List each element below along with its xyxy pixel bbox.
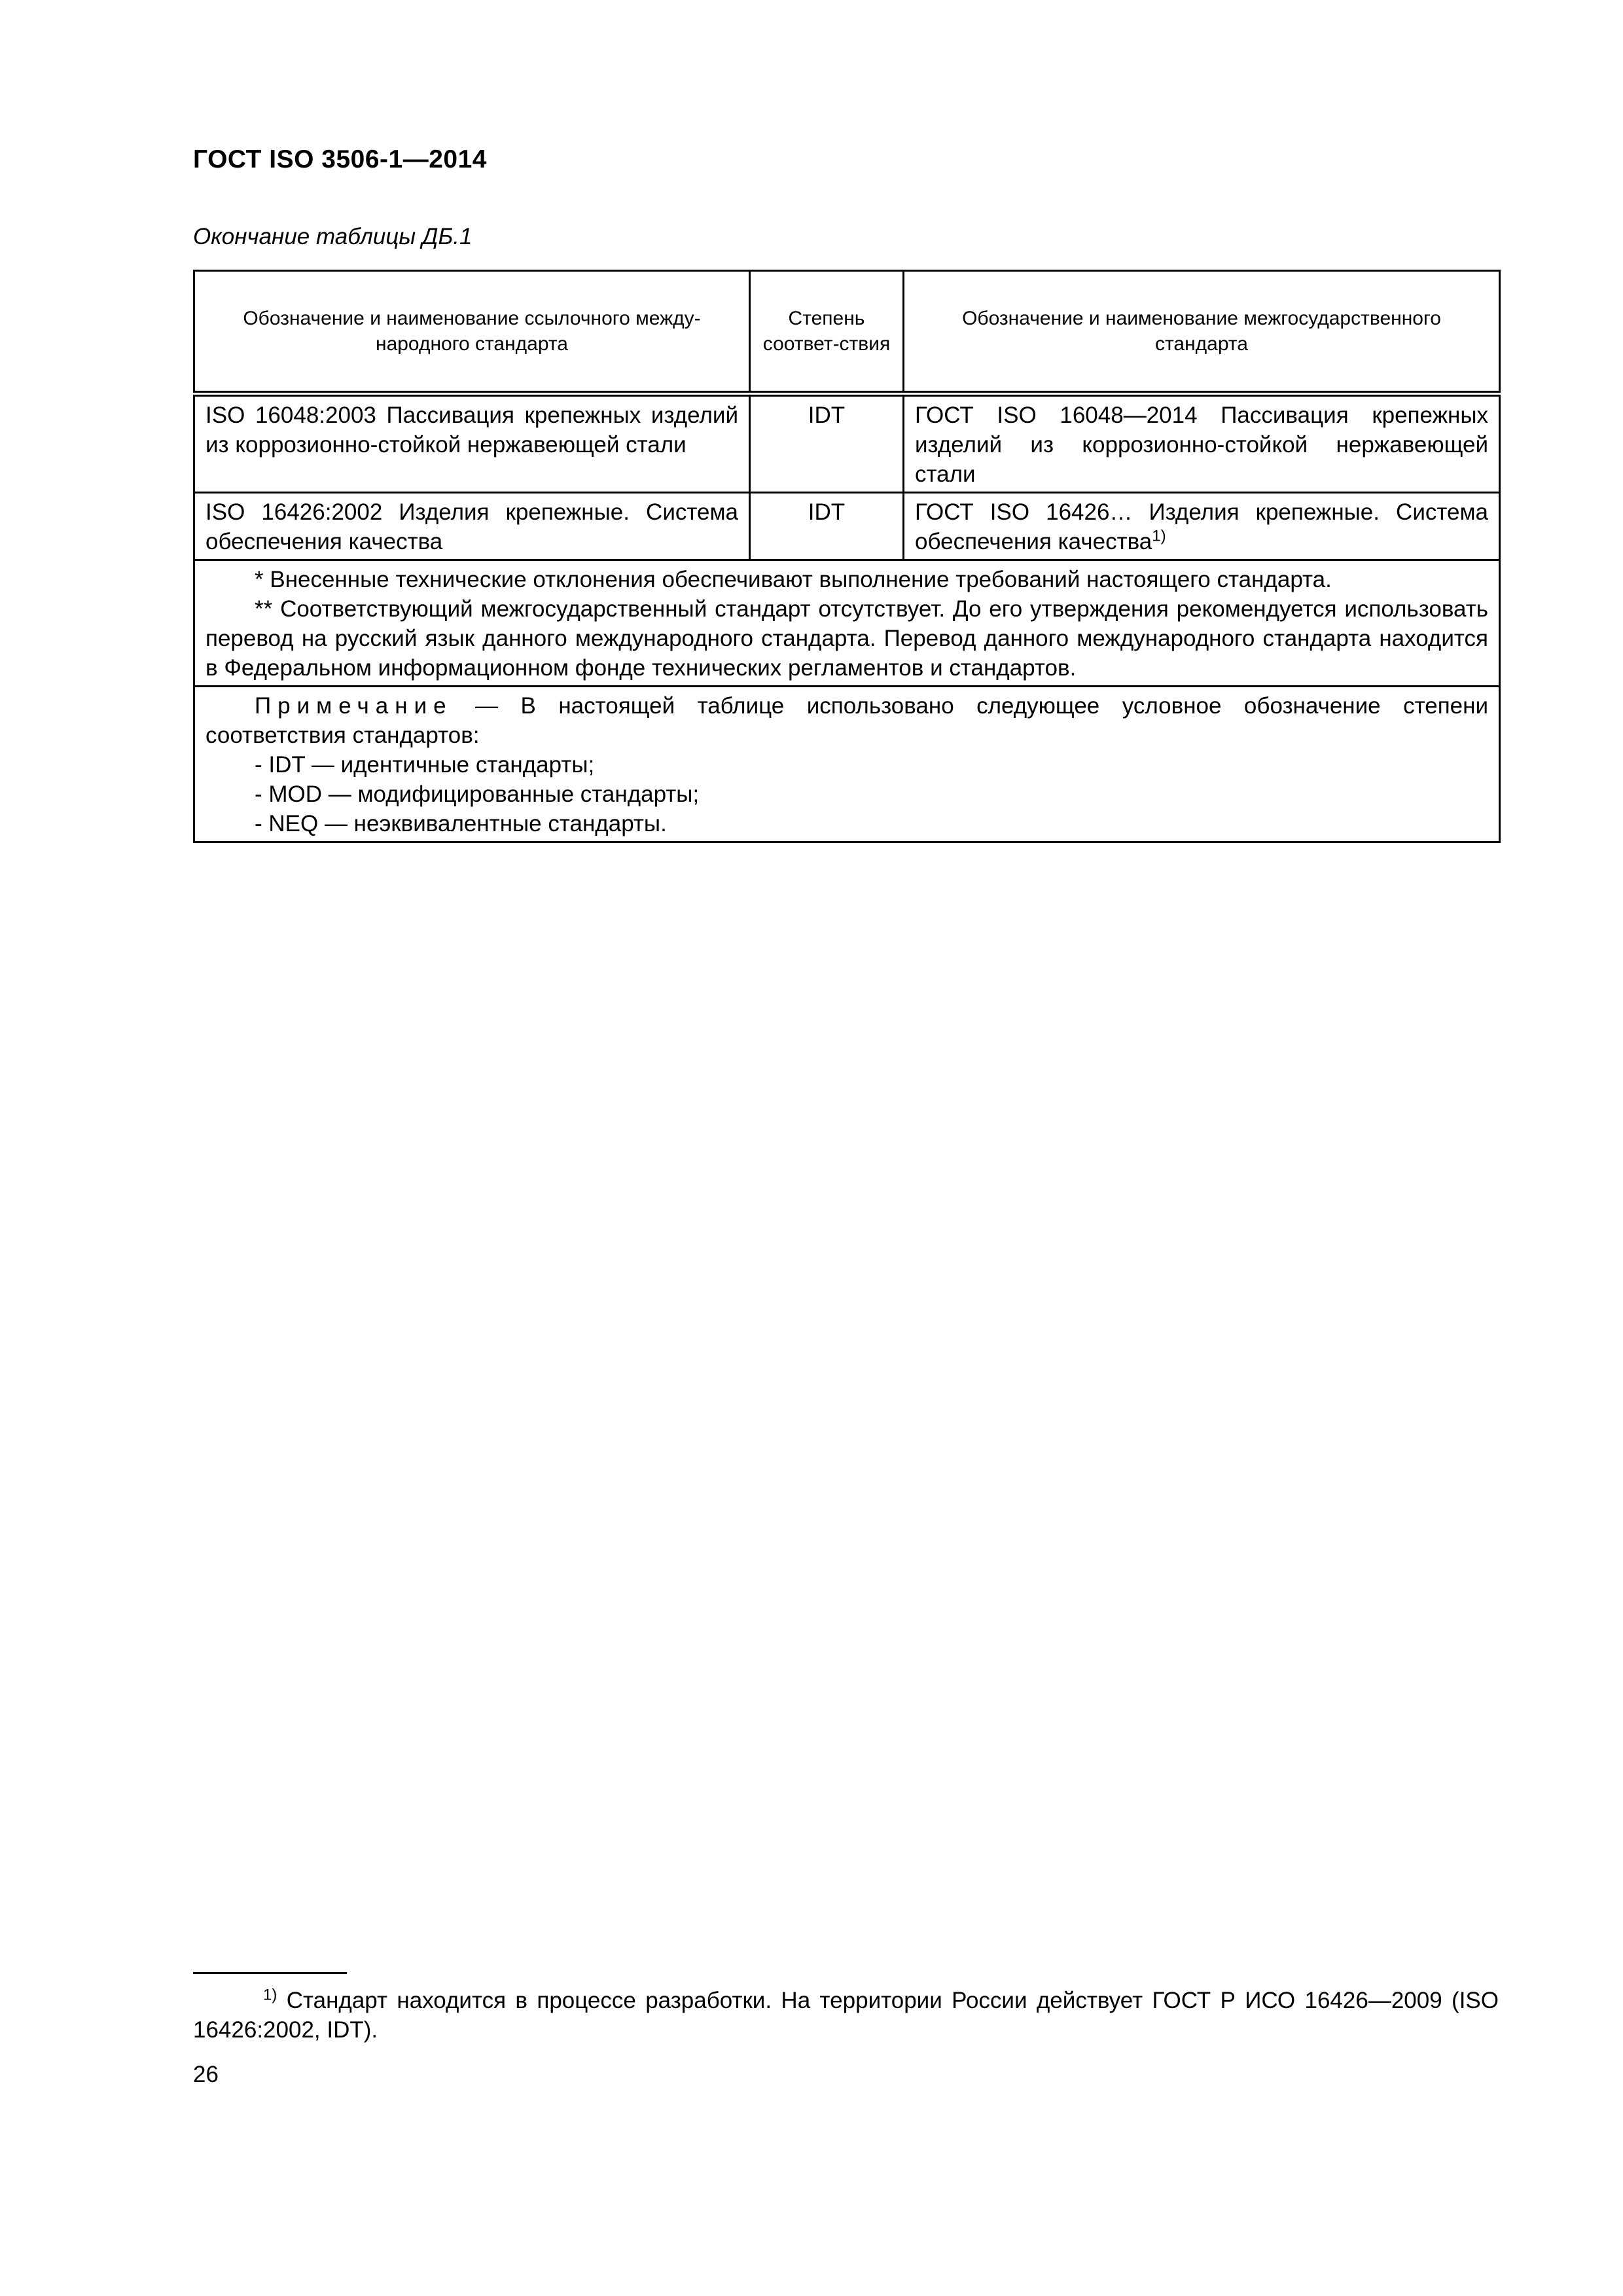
footnote-separator (193, 1972, 347, 1974)
table-remark-row (194, 687, 1500, 842)
remark-paragraph (205, 691, 1488, 750)
table-notes-cell (194, 560, 1500, 687)
remark-list-item: - MOD — модифицированные стандарты; (255, 781, 700, 807)
table-header-row (194, 271, 1500, 394)
footnote-reference: 1) (1152, 527, 1166, 545)
standards-correspondence-table (193, 270, 1501, 843)
table-notes-row (194, 560, 1500, 687)
international-standard-cell: ISO 16426:2002 Изделия крепежные. Система обеспечения качества (194, 493, 750, 560)
international-standard-cell: ISO 16048:2003 Пассивация крепежных изделий из коррозионно-стойкой нержавеющей стали (194, 394, 750, 493)
table-row (194, 493, 1500, 560)
interstate-standard-cell: ГОСТ ISO 16048—2014 Пассивация крепежных изделий из коррозионно-стойкой нержавеющей стали (904, 394, 1500, 493)
note-double-star: ** Соответствующий межгосударственный стандарт отсутствует. До его утверждения рекомендуется использовать перевод на русский язык данного международного стандарта. Перевод данного международного стандарта находится в Федеральном информационном фонде технических регламентов и стандартов. (205, 596, 1488, 681)
remark-text: — В настоящей таблице использовано следующее условное обозначение степени соответствия стандартов: (205, 693, 1488, 748)
remark-label: Примечание (255, 693, 453, 719)
footnote-mark: 1) (263, 1986, 277, 2004)
table-caption: Окончание таблицы ДБ.1 (193, 224, 473, 249)
remark-list-item: - NEQ — неэквивалентные стандарты. (255, 811, 667, 836)
correspondence-degree-cell: IDT (750, 493, 904, 560)
remark-list-item: - IDT — идентичные стандарты; (255, 752, 595, 778)
table-row (194, 394, 1500, 493)
correspondence-degree-cell: IDT (750, 394, 904, 493)
page-number: 26 (193, 2062, 219, 2087)
interstate-standard-cell (904, 493, 1500, 560)
table-remark-cell (194, 687, 1500, 842)
footnote-text: Стандарт находится в процессе разработки. На территории России действует ГОСТ Р ИСО 16426—2009 (ISO 16426:2002, IDT). (193, 1988, 1499, 2043)
column-header-correspondence-degree: Степень соответ-ствия (750, 271, 904, 394)
column-header-international-standard: Обозначение и наименование ссылочного между-народного стандарта (194, 271, 750, 394)
document-code-header: ГОСТ ISO 3506-1—2014 (193, 145, 487, 173)
note-single-star: * Внесенные технические отклонения обеспечивают выполнение требований настоящего стандарта. (255, 567, 1332, 592)
footnote (193, 1986, 1499, 2045)
interstate-standard-text: ГОСТ ISO 16426… Изделия крепежные. Система обеспечения качества (915, 499, 1488, 554)
column-header-interstate-standard: Обозначение и наименование межгосударственного стандарта (904, 271, 1500, 394)
